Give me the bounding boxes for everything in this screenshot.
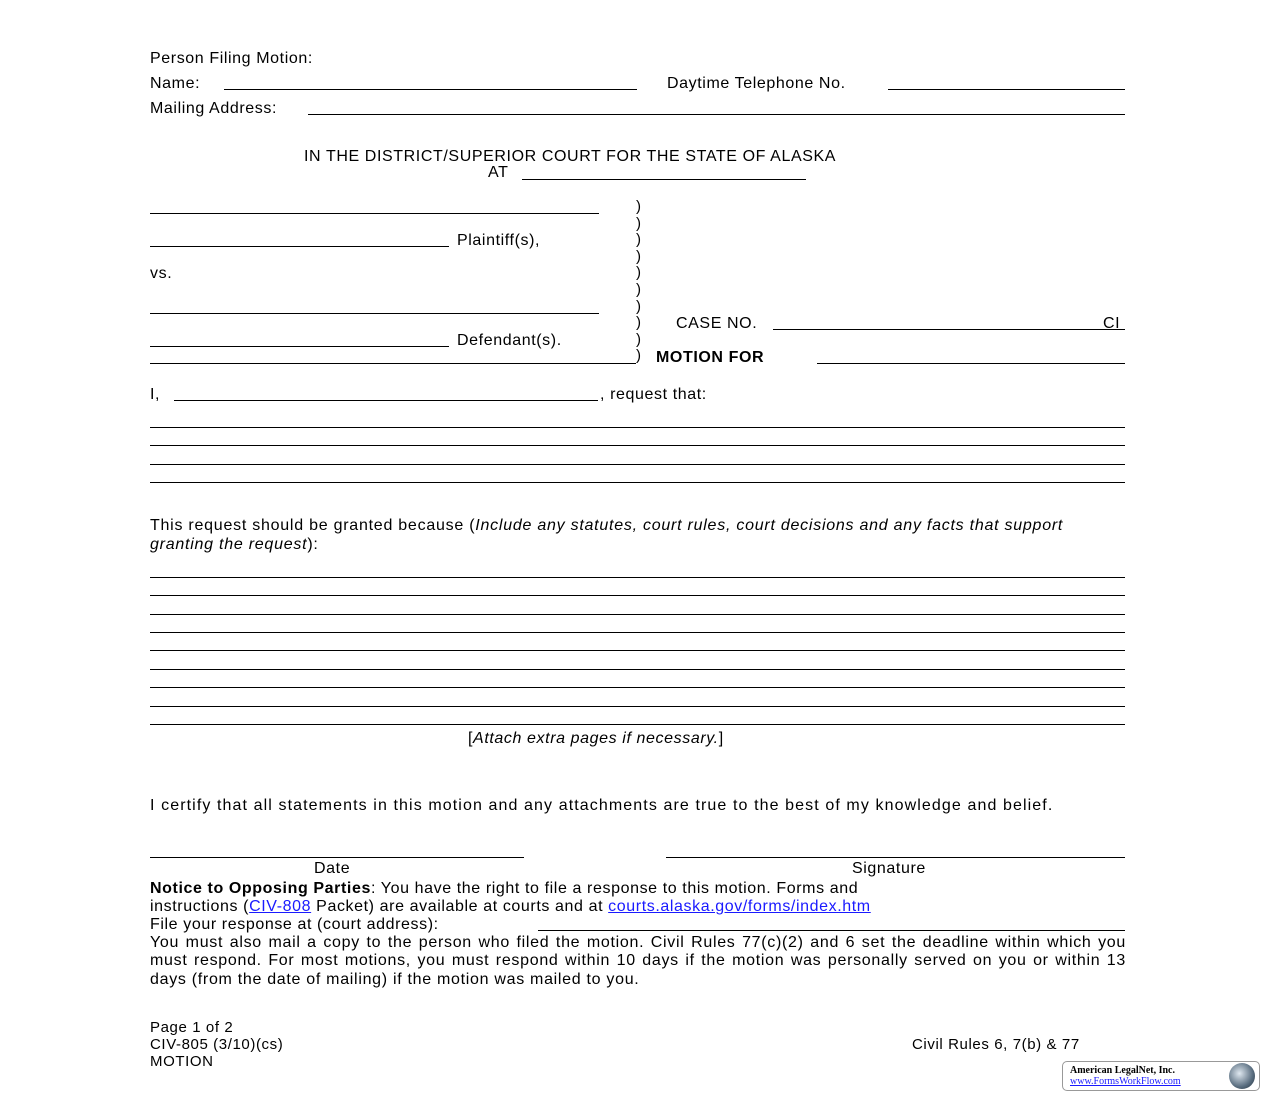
request-line[interactable] — [150, 482, 1125, 483]
date-label: Date — [314, 860, 351, 877]
defendant-field-2[interactable] — [150, 346, 449, 347]
signature-field[interactable] — [666, 857, 1125, 858]
request-line[interactable] — [150, 445, 1125, 446]
i-label: I, — [150, 386, 161, 403]
at-label: AT — [488, 164, 509, 181]
case-no-label: CASE NO. — [676, 315, 758, 332]
reason-line[interactable] — [150, 687, 1125, 688]
court-title: IN THE DISTRICT/SUPERIOR COURT FOR THE STATE OF ALASKA — [304, 148, 837, 165]
caption-parentheses: ) ) ) ) ) ) ) ) ) ) — [636, 198, 641, 365]
attach-note: [Attach extra pages if necessary.] — [468, 730, 724, 747]
defendant-label: Defendant(s). — [457, 332, 562, 349]
plaintiff-field-1[interactable] — [150, 213, 599, 214]
form-title: MOTION — [150, 1053, 214, 1070]
reason-line[interactable] — [150, 595, 1125, 596]
phone-field[interactable] — [888, 89, 1125, 90]
globe-icon — [1229, 1063, 1255, 1089]
formsworkflow-link[interactable]: www.FormsWorkFlow.com — [1070, 1076, 1181, 1087]
person-filing-label: Person Filing Motion: — [150, 50, 313, 67]
reason-intro: This request should be granted because (Include any statutes, court rules, court decisions and any facts that support granting the request): — [150, 517, 1064, 553]
address-field[interactable] — [308, 114, 1125, 115]
name-field[interactable] — [224, 89, 637, 90]
date-field[interactable] — [150, 857, 524, 858]
reason-line[interactable] — [150, 632, 1125, 633]
plaintiff-field-2[interactable] — [150, 246, 449, 247]
request-that-label: , request that: — [600, 386, 707, 403]
reason-line[interactable] — [150, 650, 1125, 651]
phone-label: Daytime Telephone No. — [667, 75, 846, 92]
reason-line[interactable] — [150, 669, 1125, 670]
case-suffix: CI — [1103, 315, 1121, 332]
notice-paragraph: You must also mail a copy to the person who filed the motion. Civil Rules 77(c)(2) and 6 set the deadline within which you must respond. For most motions, you must respond within 10 days if the motion was personally served on you or within 13 days (from the date of mailing) if the motion was mailed to you. — [150, 934, 1126, 988]
file-response-label: File your response at (court address): — [150, 916, 439, 933]
notice-line-1: Notice to Opposing Parties: You have the right to file a response to this motion. Forms and — [150, 880, 859, 897]
courts-forms-link[interactable]: courts.alaska.gov/forms/index.htm — [608, 898, 871, 915]
notice-line-2: instructions (CIV-808 Packet) are available at courts and at courts.alaska.gov/forms/index.htm — [150, 898, 871, 915]
page-number: Page 1 of 2 — [150, 1019, 234, 1036]
reason-line[interactable] — [150, 614, 1125, 615]
defendant-field-1[interactable] — [150, 313, 599, 314]
caption-bottom-line — [150, 363, 636, 364]
court-location-field[interactable] — [522, 179, 806, 180]
american-legalnet-logo: American LegalNet, Inc. www.FormsWorkFlow.com — [1062, 1061, 1260, 1091]
name-label: Name: — [150, 75, 201, 92]
certify-text: I certify that all statements in this motion and any attachments are true to the best of my knowledge and belief. — [150, 797, 1054, 814]
civil-rules: Civil Rules 6, 7(b) & 77 — [912, 1036, 1080, 1053]
reason-line[interactable] — [150, 706, 1125, 707]
signature-label: Signature — [852, 860, 926, 877]
reason-line[interactable] — [150, 724, 1125, 725]
request-line[interactable] — [150, 464, 1125, 465]
address-label: Mailing Address: — [150, 100, 277, 117]
reason-line[interactable] — [150, 577, 1125, 578]
motion-for-label: MOTION FOR — [656, 349, 765, 366]
plaintiff-label: Plaintiff(s), — [457, 232, 541, 249]
motion-for-field[interactable] — [817, 363, 1125, 364]
form-number: CIV-805 (3/10)(cs) — [150, 1036, 284, 1053]
request-line[interactable] — [150, 427, 1125, 428]
requester-name-field[interactable] — [174, 400, 598, 401]
civ-808-link[interactable]: CIV-808 — [249, 898, 312, 915]
case-no-field[interactable] — [773, 329, 1125, 330]
court-address-field[interactable] — [538, 930, 1125, 931]
vs-label: vs. — [150, 265, 173, 282]
